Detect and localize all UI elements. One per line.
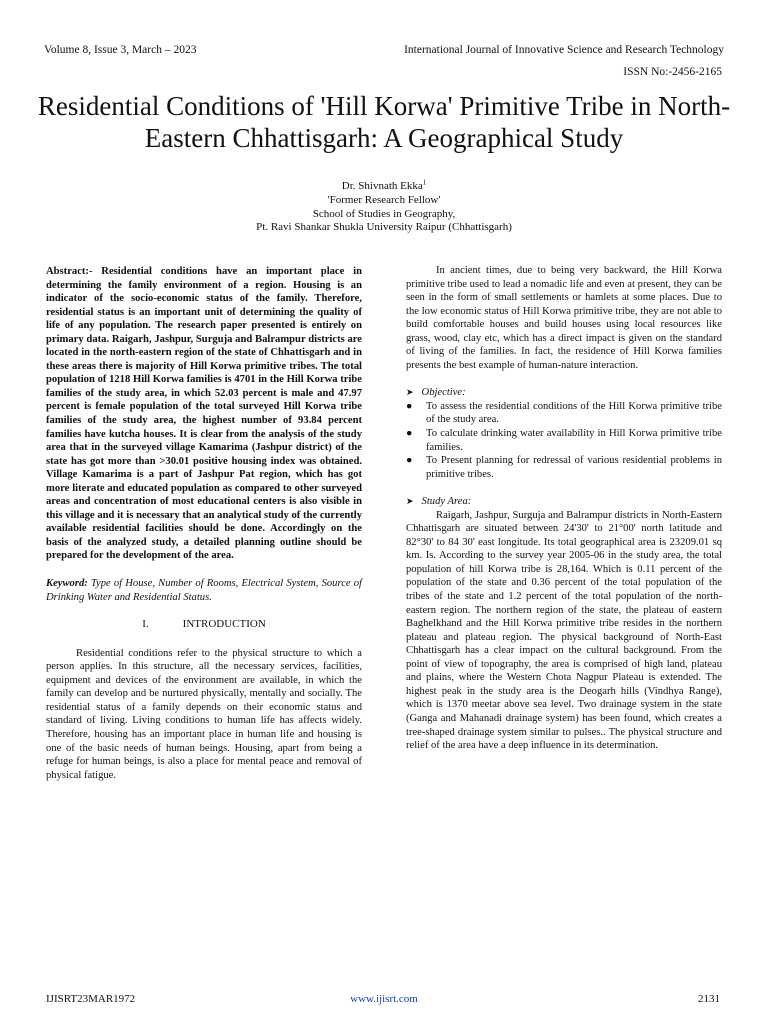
objective-heading <box>406 386 722 400</box>
right-column <box>406 264 722 753</box>
objective-item <box>406 400 722 427</box>
author-block <box>0 180 768 235</box>
objective-item <box>406 427 722 454</box>
bullet-icon: ● <box>406 400 413 412</box>
bullet-icon: ● <box>406 428 413 440</box>
journal-volume: Volume 8, Issue 3, March – 2023 <box>44 44 197 56</box>
objective-item <box>406 454 722 481</box>
journal-name: International Journal of Innovative Science and Research Technology <box>404 44 724 56</box>
page-number: 2131 <box>698 993 720 1005</box>
keywords-label: Keyword: <box>46 578 88 590</box>
intro-continued-paragraph: In ancient times, due to being very backward, the Hill Korwa primitive tribe used to lead a nomadic life and even at present, they can be seen in the form of small settlements or hamlets at some places. Due to the low economic status of Hill Korwa primitive tribe, they are not able to build comfortable houses and build houses using local resources like grass, wood, clay etc, which has a direct impact is given on the standard of living of the families. In fact, the residence of Hill Korwa families presents the best example of human-nature interaction. <box>406 265 722 371</box>
author-school: School of Studies in Geography, <box>312 207 456 220</box>
author-name-line <box>0 180 768 194</box>
paper-title: Residential Conditions of 'Hill Korwa' Primitive Tribe in North-Eastern Chhattisgarh: A Geographical Study <box>37 91 731 153</box>
author-university: Pt. Ravi Shankar Shukla University Raipur (Chhattisgarh) <box>256 221 512 234</box>
arrow-bullet-icon: ➤ <box>406 496 414 507</box>
author-role: 'Former Research Fellow' <box>327 193 441 206</box>
keywords-text: Type of House, Number of Rooms, Electrical System, Source of Drinking Water and Residential Status. <box>46 578 362 603</box>
section-title: INTRODUCTION <box>182 618 266 631</box>
bullet-icon: ● <box>406 455 413 467</box>
objective-list <box>406 400 722 481</box>
abstract: Abstract:- Residential conditions have an important place in determining the family environment of a region. Housing is an indicator of the socio-economic status of the family. Therefore, residential status is an important unit of determining the quality of life of any population. The research paper presented is entirely on primary data. Raigarh, Jashpur, Surguja and Balrampur districts are located in the north-eastern region of the state of Chhattisgarh and in these areas there is majority of Hill Korwa primitive tribes. The total population of 1218 Hill Korwa families is 4701 in the Hill Korwa tribe families of the study area, in which 52.03 percent is male and 47.97 percent is female population of the total surveyed Hill Korwa tribe families of the study area, the highest number of 93.84 percent families have kutcha houses. It is clear from the analysis of the study area that in the surveyed village Kamarima (Jashpur district) of the state has got more than >30.01 positive housing index was obtained. Village Kamarima is a part of Jashpur Pat region, which has got more literate and educated population as compared to other surveyed areas and concentration of most educational centers is also visible in this village and it is necessary that an analytical study of the currently available residential facilities should be done. Accordingly on the basis of the analyzed study, a detailed planning outline should be prepared for the development of the area. <box>46 266 362 562</box>
author-affiliation-mark: 1 <box>422 178 427 187</box>
study-area-heading <box>406 495 722 509</box>
study-area-paragraph: Raigarh, Jashpur, Surguja and Balrampur districts in North-Eastern Chhattisgarh are situated between 24'30' to 21°00' north latitude and 82°30' to 84 30' east longitude. Its total geographical area is 23209.01 sq km. Is. According to the survey year 2005-06 in the study area, the total population of hill Korwa tribe is 28,164. Which is 0.11 percent of the population of the state and 0.36 percent of the total population of the tribes of the state and 1.2 percent of the total population of the north-eastern region. The northern region of the state, the plateau of eastern Baghelkhand and the Hill Korwa primitive tribe resides in the northern plateau and plateau region. The physical background of North-East Chhattisgarh has a clear impact on the cultural background. From the point of view of topography, the area is comprised of high land, plateau and plains, where the Western Chota Nagpur Plateau is extended. The highest peak in the study area is the Deogarh hills (Vindhya Range), which is 1370 meetar above sea level. Two drainage system in the state (Ganga and Mahanadi drainage system) has been found, which creates a tree-shaped drainage system similar to pulses.. The physical structure and relief of the area have a deep influence in its determination. <box>406 509 722 752</box>
paper-id: IJISRT23MAR1972 <box>46 993 136 1005</box>
section-heading-introduction <box>46 618 362 632</box>
objective-item-text: To assess the residential conditions of the Hill Korwa primitive tribe of the study area. <box>426 400 722 426</box>
journal-website-link[interactable]: www.ijisrt.com <box>350 993 418 1005</box>
study-area-heading-text: Study Area: <box>421 496 472 508</box>
section-number: I. <box>142 618 149 631</box>
objective-item-text: To calculate drinking water availability in Hill Korwa primitive tribe families. <box>426 428 722 453</box>
introduction-paragraph: Residential conditions refer to the physical structure to which a person applies. In this structure, all the necessary services, facilities, equipment and devices of the environment are available, in which the family can develop and be nurtured physically, mentally and socially. The residential status of a family depends on their economic status and standard of living. Living conditions to human life has affects widely. Therefore, housing has an important place in human life and housing is one of the basic needs of human beings. Housing, apart from being a refuge for human beings, is also a place for mental peace and removal of physical fatigue. <box>46 647 362 781</box>
author-name: Dr. Shivnath Ekka <box>341 180 423 192</box>
keywords <box>46 577 362 604</box>
objective-item-text: To Present planning for redressal of various residential problems in primitive tribes. <box>426 455 722 480</box>
arrow-bullet-icon: ➤ <box>406 387 414 398</box>
objective-heading-text: Objective: <box>421 387 466 399</box>
left-column <box>46 265 362 782</box>
issn: ISSN No:-2456-2165 <box>623 66 722 78</box>
